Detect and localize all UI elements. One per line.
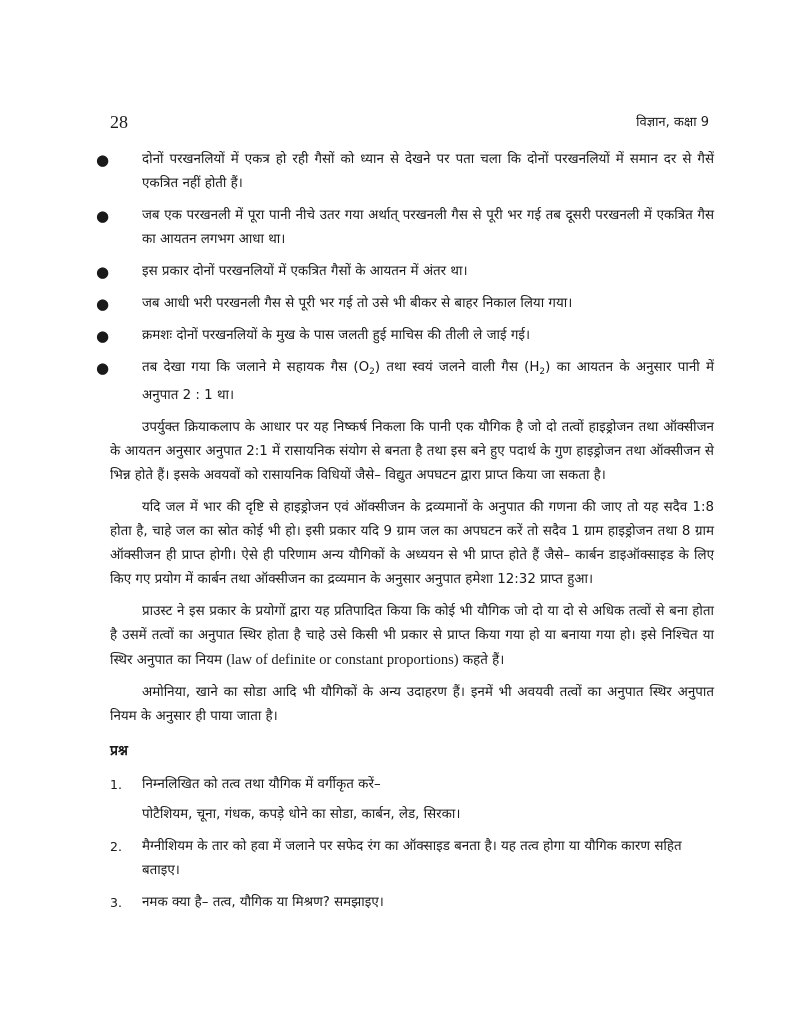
- list-item: ● इस प्रकार दोनों परखनलियों में एकत्रित गैसों के आयतन में अंतर था।: [110, 260, 714, 284]
- paragraph: उपर्युक्त क्रियाकलाप के आधार पर यह निष्कर्ष निकला कि पानी एक यौगिक है जो दो तत्वों हाइड्रोजन तथा ऑक्सीजन के आयतन अनुसार अनुपात 2:1 में रासायनिक संयोग से बनता है तथा इस बने हुए पदार्थ के गुण हाइड्रोजन तथा ऑक्सीजन से भिन्न होते हैं। इसके अवयवों को रासायनिक विधियों जैसे– विद्युत अपघटन द्वारा प्राप्त किया जा सकता है।: [110, 420, 714, 483]
- bullet-icon: ●: [96, 327, 110, 345]
- law-name-english: (law of definite or constant proportions): [226, 652, 459, 668]
- paragraph: यदि जल में भार की दृष्टि से हाइड्रोजन एवं ऑक्सीजन के द्रव्यमानों के अनुपात की गणना की जाए तो यह सदैव 1:8 होता है, चाहे जल का स्रोत कोई भी हो। इसी प्रकार यदि 9 ग्राम जल का अपघटन करें तो सदैव 1 ग्राम हाइड्रोजन तथा 8 ग्राम ऑक्सीजन ही प्राप्त होगी। ऐसे ही परिणाम अन्य यौगिकों के अध्ययन से भी प्राप्त होते हैं जैसे– कार्बन डाइऑक्साइड के लिए किए गए प्रयोग में कार्बन तथा ऑक्सीजन का द्रव्यमान के अनुसार अनुपात हमेशा 12:32 प्राप्त हुआ।: [110, 500, 714, 587]
- observation-list: [96, 148, 714, 408]
- running-head: विज्ञान, कक्षा 9: [636, 115, 709, 130]
- question-item: [110, 835, 714, 883]
- paragraph-proust-law: प्राउस्ट ने इस प्रकार के प्रयोगों द्वारा यह प्रतिपादित किया कि कोई भी यौगिक जो दो या दो से अधिक तत्वों से बना होता है उसमें तत्वों का अनुपात स्थिर होता है चाहे उसे किसी भी प्रकार से प्राप्त किया गया हो या बनाया गया हो। इसे निश्चित या स्थिर अनुपात का नियम (law of definite or constant proportions) कहते हैं।: [110, 604, 714, 668]
- page-number: 28: [110, 112, 128, 132]
- question-subtext: पोटैशियम, चूना, गंधक, कपड़े धोने का सोडा, कार्बन, लेड, सिरका।: [142, 807, 461, 822]
- bullet-icon: ●: [96, 151, 110, 169]
- bullet-icon: ●: [96, 263, 110, 281]
- question-number: 3.: [110, 895, 122, 910]
- page-content: [96, 148, 714, 923]
- list-item: ● जब आधी भरी परखनली गैस से पूरी भर गई तो उसे भी बीकर से बाहर निकाल लिया गया।: [110, 292, 714, 316]
- question-text: निम्नलिखित को तत्व तथा यौगिक में वर्गीकृत करें–: [142, 777, 381, 792]
- bullet-icon: ●: [96, 359, 110, 377]
- question-text: नमक क्या है– तत्व, यौगिक या मिश्रण? समझाइए।: [142, 895, 384, 910]
- question-number: 2.: [110, 839, 122, 854]
- list-item: ● जब एक परखनली में पूरा पानी नीचे उतर गया अर्थात् परखनली गैस से पूरी भर गई तब दूसरी परखनली में एकत्रित गैस का आयतन लगभग आधा था।: [110, 204, 714, 252]
- question-item: [110, 773, 714, 797]
- paragraph: अमोनिया, खाने का सोडा आदि भी यौगिकों के अन्य उदाहरण हैं। इनमें भी अवयवी तत्वों का अनुपात स्थिर अनुपात नियम के अनुसार ही पाया जाता है।: [110, 685, 714, 724]
- bullet-icon: ●: [96, 295, 110, 313]
- questions-heading: प्रश्न: [110, 743, 128, 759]
- list-item: ● क्रमशः दोनों परखनलियों के मुख के पास जलती हुई माचिस की तीली ले जाई गई।: [110, 324, 714, 348]
- question-number: 1.: [110, 777, 122, 792]
- list-item: ● तब देखा गया कि जलाने मे सहायक गैस $(O_2)$ तथा स्वयं जलने वाली गैस $(H_2)$ का आयतन के अनुसार पानी में अनुपात 2 : 1 था।: [110, 356, 714, 408]
- bullet-icon: ●: [96, 207, 110, 225]
- question-text: मैग्नीशियम के तार को हवा में जलाने पर सफेद रंग का ऑक्साइड बनता है। यह तत्व होगा या यौगिक कारण सहित बताइए।: [142, 839, 682, 878]
- question-item: [110, 891, 714, 915]
- list-item: ● दोनों परखनलियों में एकत्र हो रही गैसों को ध्यान से देखने पर पता चला कि दोनों परखनलियों में समान दर से गैसें एकत्रित नहीं होती हैं।: [110, 148, 714, 196]
